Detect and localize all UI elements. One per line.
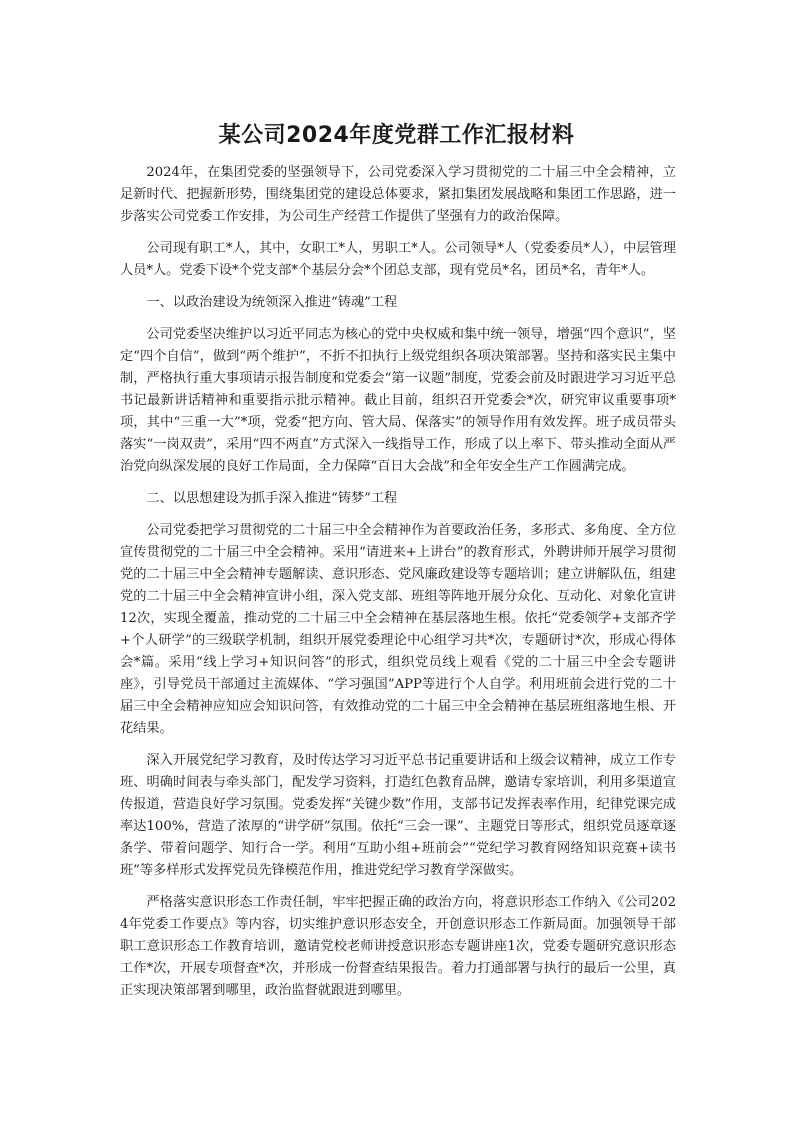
ideology-responsibility-paragraph: 严格落实意识形态工作责任制，牢牢把握正确的政治方向，将意识形态工作纳入《公司2024年党委工作要点》等内容，切实维护意识形态安全，开创意识形态工作新局面。加强领导干部职工意识形态工作教育培训，邀请党校老师讲授意识形态专题讲座1次，党委专题研究意识形态工作*次，开展专项督查*次，并形成一份督查结果报告。着力打通部署与执行的最后一公里，真正实现决策部署到哪里，政治监督就跟进到哪里。 [120, 895, 676, 998]
section-heading-political: 一、以政治建设为统领深入推进“铸魂”工程 [146, 295, 398, 310]
intro-paragraph: 2024年，在集团党委的坚强领导下，公司党委深入学习贯彻党的二十届三中全会精神，立足新时代、把握新形势，围绕集团党的建设总体要求，紧扣集团发展战略和集团工作思路，进一步落实公司党委工作安排，为公司生产经营工作提供了坚强有力的政治保障。 [120, 165, 676, 224]
document-title: 某公司2024年度党群工作汇报材料 [218, 123, 575, 148]
staff-overview-paragraph: 公司现有职工*人，其中，女职工*人，男职工*人。公司领导*人（党委委员*人），中层管理人员*人。党委下设*个党支部*个基层分会*个团总支部，现有党员*名，团员*名，青年*人。 [120, 241, 676, 278]
discipline-education-paragraph: 深入开展党纪学习教育，及时传达学习习近平总书记重要讲话和上级会议精神，成立工作专班、明确时间表与牵头部门，配发学习资料，打造红色教育品牌，邀请专家培训，利用多渠道宣传报道，营造良好学习氛围。党委发挥“关键少数”作用，支部书记发挥表率作用，纪律党课完成率达100%，营造了浓厚的“讲学研”氛围。依托“三会一课”、主题党日等形式，组织党员逐章逐条学、带着问题学、知行合一学。利用“互助小组+班前会”“党纪学习教育网络知识竞赛+读书班”等多样形式发挥党员先锋模范作用，推进党纪学习教育学深做实。 [120, 753, 676, 878]
ideological-construction-paragraph: 公司党委把学习贯彻党的二十届三中全会精神作为首要政治任务，多形式、多角度、全方位宣传贯彻党的二十届三中全会精神。采用“请进来+上讲台”的教育形式，外聘讲师开展学习贯彻党的二十届三中全会精神专题解读、意识形态、党风廉政建设等专题培训；建立讲解队伍，组建党的二十届三中全会精神宣讲小组，深入党支部、班组等阵地开展分众化、互动化、对象化宣讲12次，实现全覆盖，推动党的二十届三中全会精神在基层落地生根。依托“党委领学+支部齐学+个人研学”的三级联学机制，组织开展党委理论中心组学习共*次，专题研讨*次，形成心得体会*篇。采用“线上学习+知识问答”的形式，组织党员线上观看《党的二十届三中全会专题讲座》，引导党员干部通过主流媒体、“学习强国”APP等进行个人自学。利用班前会进行党的二十届三中全会精神应知应会知识问答，有效推动党的二十届三中全会精神在基层班组落地生根、开花结果。 [120, 523, 676, 736]
document-body [120, 162, 676, 1012]
political-construction-paragraph: 公司党委坚决维护以习近平同志为核心的党中央权威和集中统一领导，增强“四个意识”，坚定“四个自信”，做到“两个维护”，不折不扣执行上级党组织各项决策部署。坚持和落实民主集中制，严格执行重大事项请示报告制度和党委会“第一议题”制度，党委会前及时跟进学习习近平总书记最新讲话精神和重要指示批示精神。截止目前，组织召开党委会*次，研究审议重要事项*项，其中“三重一大”*项，党委“把方向、管大局、保落实”的领导作用有效发挥。班子成员带头落实“一岗双责”，采用“四不两直”方式深入一线指导工作，形成了以上率下、带头推动全面从严治党向纵深发展的良好工作局面，全力保障“百日大会战”和全年安全生产工作圆满完成。 [120, 327, 676, 474]
section-heading-ideological: 二、以思想建设为抓手深入推进“铸梦”工程 [146, 491, 398, 506]
